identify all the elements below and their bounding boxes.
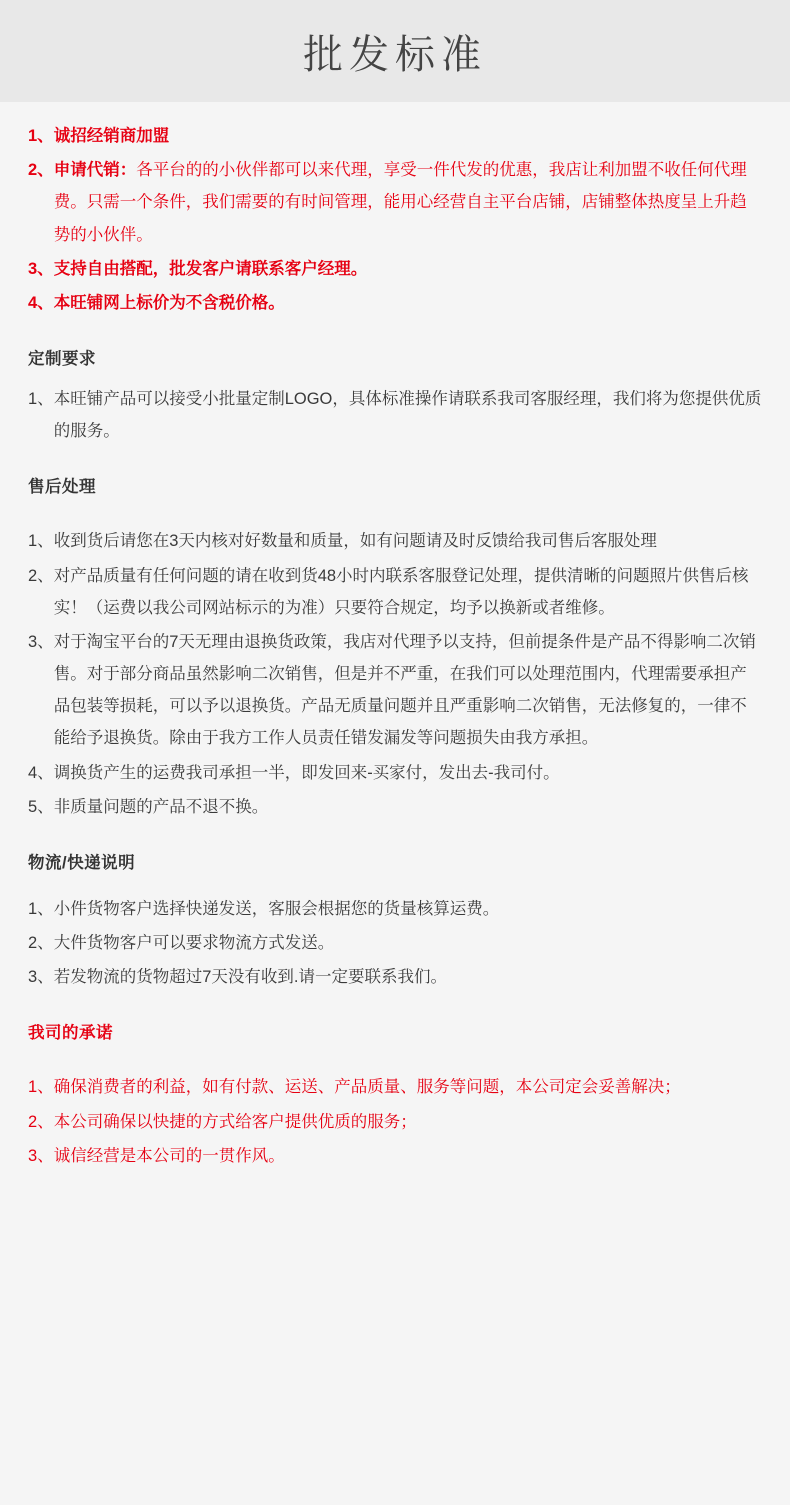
list-item <box>28 961 762 993</box>
list-item-lead: 支持自由搭配，批发客户请联系客户经理。 <box>53 259 368 278</box>
section-list <box>28 525 762 823</box>
list-item-number: 2、 <box>28 1112 54 1131</box>
list-item <box>28 383 762 447</box>
list-item-text: 大件货物客户可以要求物流方式发送。 <box>53 934 335 953</box>
list-item-body: 各平台的的小伙伴都可以来代理，享受一件代发的优惠，我店让利加盟不收任何代理费。只需一个条件，我们需要的有时间管理，能用心经营自主平台店铺，店铺整体热度呈上升趋势的小伙伴。 <box>53 161 747 244</box>
page-title: 批发标准 <box>303 32 487 77</box>
list-item-number: 2、 <box>28 566 54 585</box>
intro-list <box>28 120 762 319</box>
list-item <box>28 893 762 925</box>
list-item-text: 若发物流的货物超过7天没有收到.请一定要联系我们。 <box>53 968 447 987</box>
list-item-text: 诚信经营是本公司的一贯作风。 <box>53 1146 285 1165</box>
list-item <box>28 525 762 557</box>
section-logistics <box>28 849 762 994</box>
list-item-text <box>54 154 762 251</box>
list-item-number: 1、 <box>28 1078 54 1097</box>
list-item-lead: 申请代销： <box>53 161 137 180</box>
list-item-number: 1、 <box>28 127 54 145</box>
list-item-lead: 本旺铺网上标价为不含税价格。 <box>53 293 285 312</box>
list-item-number: 1、 <box>28 532 54 551</box>
list-item-number: 2、 <box>28 934 54 953</box>
list-item-number: 3、 <box>28 1146 54 1165</box>
list-item <box>28 120 762 152</box>
spacer <box>28 511 762 525</box>
list-item <box>28 253 762 285</box>
list-item <box>28 154 762 251</box>
section-heading: 售后处理 <box>28 478 96 497</box>
list-item-lead: 诚招经销商加盟 <box>53 127 170 145</box>
list-item-text: 非质量问题的产品不退不换。 <box>53 797 269 816</box>
section-heading: 我司的承诺 <box>28 1024 113 1043</box>
list-item-text: 小件货物客户选择快递发送，客服会根据您的货量核算运费。 <box>53 899 500 918</box>
document-content <box>0 102 790 1216</box>
spacer <box>28 1057 762 1071</box>
list-item-text <box>54 287 762 319</box>
list-item-number: 4、 <box>28 763 54 782</box>
list-item <box>28 791 762 823</box>
list-item-text: 本旺铺产品可以接受小批量定制LOGO，具体标准操作请联系我司客服经理，我们将为您提供优质的服务。 <box>53 390 762 441</box>
section-customization <box>28 345 762 447</box>
list-item <box>28 757 762 789</box>
list-item-text: 对于淘宝平台的7天无理由退换货政策，我店对代理予以支持，但前提条件是产品不得影响二次销售。对于部分商品虽然影响二次销售，但是并不严重，在我们可以处理范围内，代理需要承担产品包装等损耗，可以予以退换货。产品无质量问题并且严重影响二次销售，无法修复的，一律不能给予退换货。除由于我方工作人员责任错发漏发等问题损失由我方承担。 <box>53 632 756 748</box>
list-item-text: 确保消费者的利益，如有付款、运送、产品质量、服务等问题，本公司定会妥善解决； <box>53 1078 681 1097</box>
list-item-number: 5、 <box>28 797 54 816</box>
list-item-text <box>54 120 762 152</box>
section-list <box>28 1071 762 1172</box>
section-heading: 物流/快递说明 <box>28 853 136 872</box>
list-item-text: 收到货后请您在3天内核对好数量和质量，如有问题请及时反馈给我司售后客服处理 <box>53 532 657 551</box>
list-item-text <box>54 253 762 285</box>
list-item-number: 3、 <box>28 968 54 987</box>
list-item-number: 4、 <box>28 293 54 312</box>
section-list <box>28 383 762 447</box>
list-item <box>28 1071 762 1103</box>
list-item <box>28 626 762 755</box>
list-item-number: 3、 <box>28 632 54 651</box>
section-after-sales <box>28 473 762 823</box>
list-item-number: 2、 <box>28 161 54 180</box>
list-item-text: 本公司确保以快捷的方式给客户提供优质的服务； <box>53 1112 417 1131</box>
page-banner <box>0 0 790 102</box>
list-item-number: 1、 <box>28 390 54 409</box>
section-heading: 定制要求 <box>28 350 96 369</box>
list-item-number: 3、 <box>28 259 54 278</box>
section-promise <box>28 1019 762 1172</box>
list-item <box>28 1140 762 1172</box>
list-item-text: 对产品质量有任何问题的请在收到货48小时内联系客服登记处理，提供清晰的问题照片供售后核实！（运费以我公司网站标示的为准）只要符合规定，均予以换新或者维修。 <box>53 566 749 617</box>
list-item <box>28 927 762 959</box>
list-item <box>28 1106 762 1138</box>
list-item-number: 1、 <box>28 899 54 918</box>
list-item <box>28 287 762 319</box>
list-item <box>28 560 762 624</box>
list-item-text: 调换货产生的运费我司承担一半，即发回来-买家付，发出去-我司付。 <box>53 763 560 782</box>
section-list <box>28 893 762 994</box>
